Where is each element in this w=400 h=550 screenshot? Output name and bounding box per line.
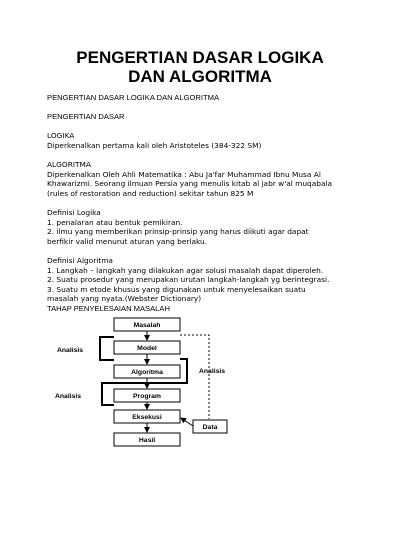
tahap-heading: TAHAP PENYELESAIAN MASALAH [47,304,170,314]
title-line-1: PENGERTIAN DASAR LOGIKA [76,48,324,67]
algoritma-line: (rules of restoration and reduction) sekitar tahun 825 M [47,188,254,198]
definisi-logika-line: 1. penalaran atau bentuk pemikiran. [47,217,183,227]
arrow-data-eksekusi [181,418,193,426]
definisi-algoritma-line: 2. Suatu prosedur yang merupakan urutan langkah-langkah yg berintegrasi. [47,275,330,285]
label-model: Model [137,345,157,352]
label-analisis-left-1: Analisis [57,347,84,354]
algoritma-line: Diperkenalkan Oleh Ahli Matematika : Abu Ja'far Muhammad Ibnu Musa Al [47,169,321,179]
logika-text: Diperkenalkan pertama kali oleh Aristoteles (384-322 SM) [47,140,262,150]
dashed-masalah-data [180,335,209,419]
feedback-left-upper [100,337,114,360]
label-analisis-right: Analisis [199,368,226,375]
label-masalah: Masalah [133,322,161,329]
algoritma-line: Khawarizmi. Seorang ilmuan Persia yang menulis kitab al jabr w'al muqabala [47,179,333,189]
label-eksekusi: Eksekusi [132,414,162,421]
definisi-algoritma-label: Definisi Algoritma [47,256,113,266]
logika-label: LOGIKA [47,131,75,141]
definisi-logika-line: berfikir valid menurut aturan yang berlaku. [47,236,208,246]
label-analisis-left-2: Analisis [55,393,82,400]
definisi-logika-line: 2. ilmu yang memberikan prinsip-prinsip yang harus diikuti agar dapat [47,227,309,237]
title-line-2: DAN ALGORITMA [128,67,272,86]
heading-logika-algoritma: PENGERTIAN DASAR LOGIKA DAN ALGORITMA [47,93,220,102]
algoritma-label: ALGORITMA [47,160,91,170]
label-program: Program [133,393,161,400]
label-algoritma: Algoritma [131,369,163,376]
definisi-algoritma-line: 1. Langkah – langkah yang dilakukan agar solusi masalah dapat diperoleh. [47,265,324,275]
heading-pengertian-dasar: PENGERTIAN DASAR [47,112,125,122]
label-data: Data [202,424,218,431]
definisi-logika-label: Definisi Logika [47,208,101,218]
label-hasil: Hasil [138,437,156,444]
definisi-algoritma-line: 3. Suatu m etode khusus yang digunakan untuk menyelesaikan suatu [47,284,306,294]
definisi-algoritma-line: masalah yang nyata.(Webster Dictionary) [47,294,202,304]
